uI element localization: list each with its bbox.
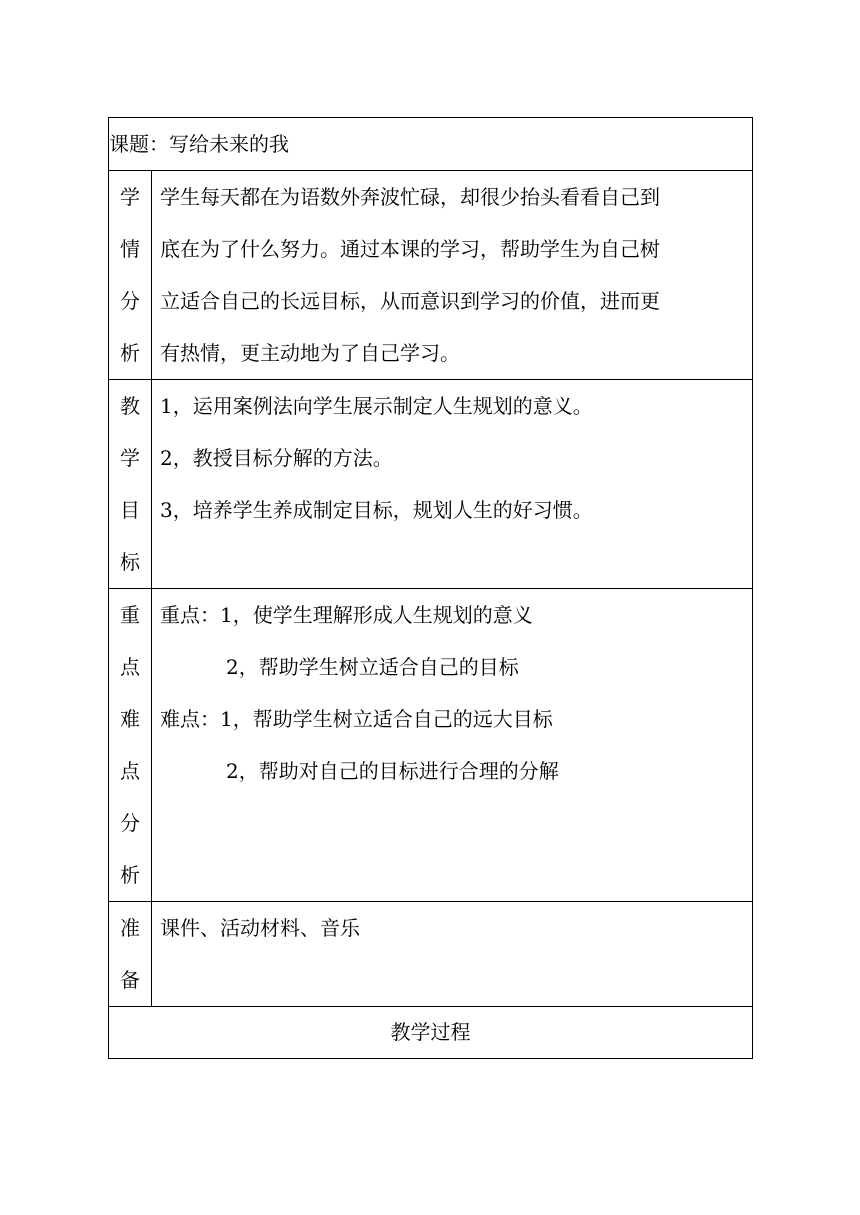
text-line: 2，帮助对自己的目标进行合理的分解 [226,759,559,783]
label-char: 学 [120,185,140,209]
label-char: 点 [120,655,140,679]
label-char: 备 [120,968,140,992]
row-student-analysis [109,171,753,380]
label-char: 难 [120,707,140,731]
text-line: 难点：1，帮助学生树立适合自己的远大目标 [160,707,553,731]
label-char: 教 [120,394,140,418]
row-preparation [109,902,753,1007]
label-char: 析 [120,863,140,887]
label-char: 点 [120,759,140,783]
label-char: 准 [120,916,140,940]
label-char: 情 [120,237,140,261]
process-row [109,1007,753,1059]
label-char: 标 [120,550,140,574]
text-line: 3，培养学生养成制定目标，规划人生的好习惯。 [160,498,593,522]
text-line: 课件、活动材料、音乐 [160,916,360,940]
text-line: 重点：1，使学生理解形成人生规划的意义 [160,603,533,627]
text-line: 1，运用案例法向学生展示制定人生规划的意义。 [160,394,593,418]
label-teaching-goals [109,380,152,589]
label-char: 学 [120,446,140,470]
text-line: 底在为了什么努力。通过本课的学习，帮助学生为自己树 [160,237,660,261]
label-char: 目 [120,498,140,522]
content-key-difficult-points [152,589,753,902]
text-line: 学生每天都在为语数外奔波忙碌，却很少抬头看看自己到 [160,185,660,209]
teaching-process-heading: 教学过程 [109,1007,753,1059]
label-key-difficult-points [109,589,152,902]
label-char: 重 [120,603,140,627]
label-char: 分 [120,289,140,313]
text-line: 立适合自己的长远目标，从而意识到学习的价值，进而更 [160,289,660,313]
content-preparation [152,902,753,1007]
lesson-title: 课题：写给未来的我 [109,118,753,171]
title-row [109,118,753,171]
label-student-analysis [109,171,152,380]
lesson-plan-table [108,117,753,1059]
text-line: 2，教授目标分解的方法。 [160,446,393,470]
text-line: 有热情，更主动地为了自己学习。 [160,341,460,365]
content-student-analysis [152,171,753,380]
label-char: 分 [120,811,140,835]
content-teaching-goals [152,380,753,589]
row-key-difficult-points [109,589,753,902]
row-teaching-goals [109,380,753,589]
text-line: 2，帮助学生树立适合自己的目标 [226,655,519,679]
label-preparation [109,902,152,1007]
label-char: 析 [120,341,140,365]
